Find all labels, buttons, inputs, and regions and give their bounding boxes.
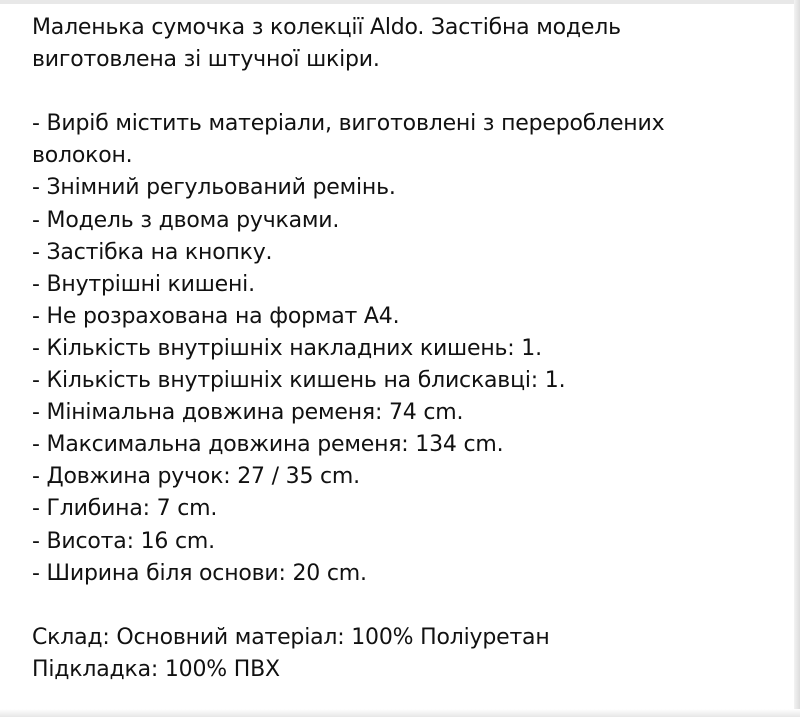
right-edge-shadow	[794, 0, 800, 717]
feature-item: - Ширина біля основи: 20 cm.	[32, 560, 367, 586]
composition-line: Підкладка: 100% ПВХ	[32, 656, 280, 682]
intro-paragraph	[32, 12, 772, 76]
feature-item: - Висота: 16 cm.	[32, 528, 215, 554]
feature-item: - Внутрішні кишені.	[32, 271, 255, 297]
intro-line: виготовлена зі штучної шкіри.	[32, 47, 380, 73]
feature-item: - Довжина ручок: 27 / 35 cm.	[32, 464, 360, 490]
feature-item: - Не розрахована на формат А4.	[32, 303, 400, 329]
bottom-edge-shadow	[0, 709, 800, 717]
feature-item: - Знімний регульований ремінь.	[32, 175, 396, 201]
feature-item: - Кількість внутрішніх накладних кишень: 1.	[32, 335, 542, 361]
paragraph-gap	[32, 590, 772, 622]
composition-paragraph	[32, 622, 772, 686]
feature-item: волокон.	[32, 143, 133, 169]
composition-line: Склад: Основний матеріал: 100% Поліуретан	[32, 624, 550, 650]
features-list	[32, 108, 772, 589]
feature-item: - Мінімальна довжина ременя: 74 cm.	[32, 400, 464, 426]
feature-item: - Максимальна довжина ременя: 134 cm.	[32, 432, 504, 458]
feature-item: - Глибина: 7 cm.	[32, 496, 218, 522]
paragraph-gap	[32, 76, 772, 108]
feature-item: - Виріб містить матеріали, виготовлені з перероблених	[32, 111, 665, 137]
top-edge-divider	[0, 0, 800, 4]
product-description	[32, 12, 772, 686]
intro-line: Маленька сумочка з колекції Aldo. Застібна модель	[32, 15, 621, 40]
feature-item: - Застібка на кнопку.	[32, 239, 273, 265]
feature-item: - Кількість внутрішніх кишень на блискавці: 1.	[32, 368, 566, 394]
feature-item: - Модель з двома ручками.	[32, 207, 340, 233]
